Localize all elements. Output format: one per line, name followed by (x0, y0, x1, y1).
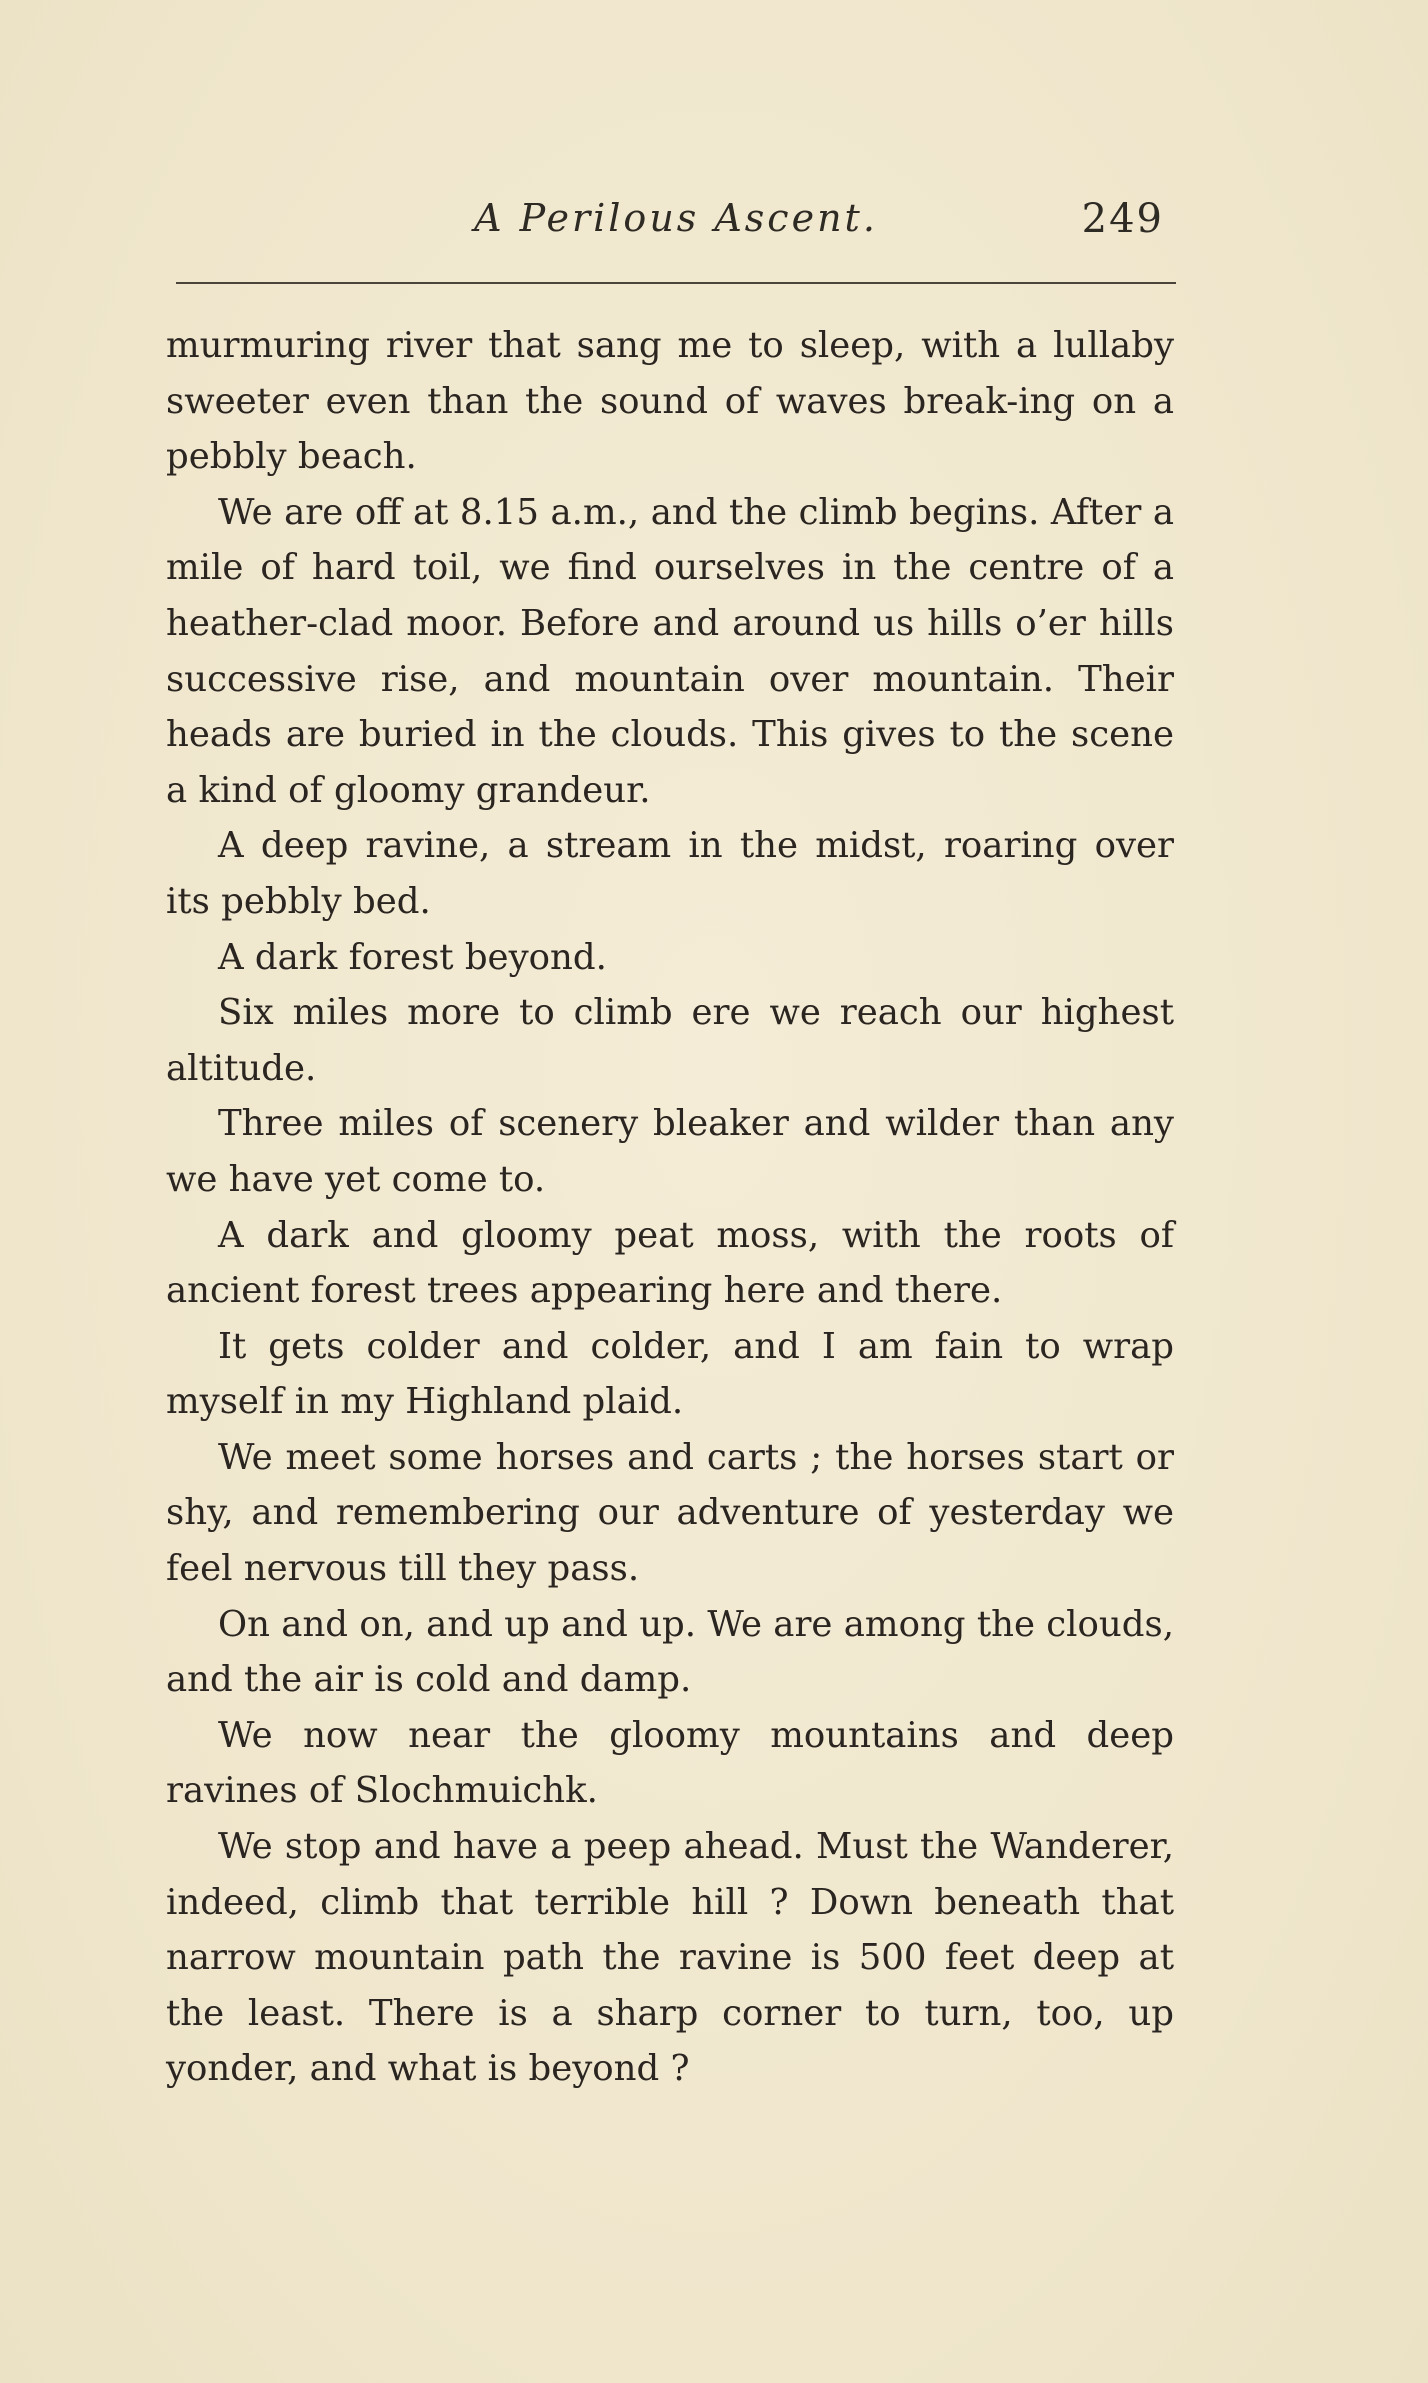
paragraph: We stop and have a peep ahead. Must the Wanderer, indeed, climb that terrible hill ? Down beneath that narrow mountain path the ravine is 500 feet deep at the least. There is a sharp corner to turn, too, up yonder, and what is beyond ? (166, 1826, 1174, 2090)
paragraph: It gets colder and colder, and I am fain to wrap myself in my Highland plaid. (166, 1325, 1174, 1423)
running-head (176, 196, 1176, 266)
paragraph: Three miles of scenery bleaker and wilder than any we have yet come to. (166, 1103, 1174, 1200)
paragraph: A deep ravine, a stream in the midst, roaring over its pebbly bed. (166, 825, 1174, 922)
paragraph-continued: murmuring river that sang me to sleep, with a lullaby sweeter even than the sound of waves break-ing on a pebbly beach. (166, 325, 1174, 478)
paragraph: On and on, and up and up. We are among the clouds, and the air is cold and damp. (166, 1603, 1174, 1701)
paragraph: We are off at 8.15 a.m., and the climb begins. After a mile of hard toil, we find ourselves in the centre of a heather-clad moor. Before and around us hills o’er hills successive rise, and mountain over mountain. Their heads are buried in the clouds. This gives to the scene a kind of gloomy grandeur. (166, 491, 1174, 811)
running-title: A Perilous Ascent. (474, 196, 878, 240)
paragraph: We meet some horses and carts ; the horses start or shy, and remembering our adventure of yesterday we feel nervous till they pass. (166, 1436, 1174, 1590)
paragraph: A dark forest beyond. (218, 936, 607, 978)
header-rule (176, 282, 1176, 284)
paragraph: A dark and gloomy peat moss, with the roots of ancient forest trees appearing here and there. (166, 1214, 1174, 1312)
page-number: 249 (1081, 196, 1164, 242)
paragraph: We now near the gloomy mountains and deep ravines of Slochmuichk. (166, 1714, 1174, 1812)
paragraph: Six miles more to climb ere we reach our highest altitude. (166, 992, 1174, 1089)
body-text (166, 318, 1174, 2097)
